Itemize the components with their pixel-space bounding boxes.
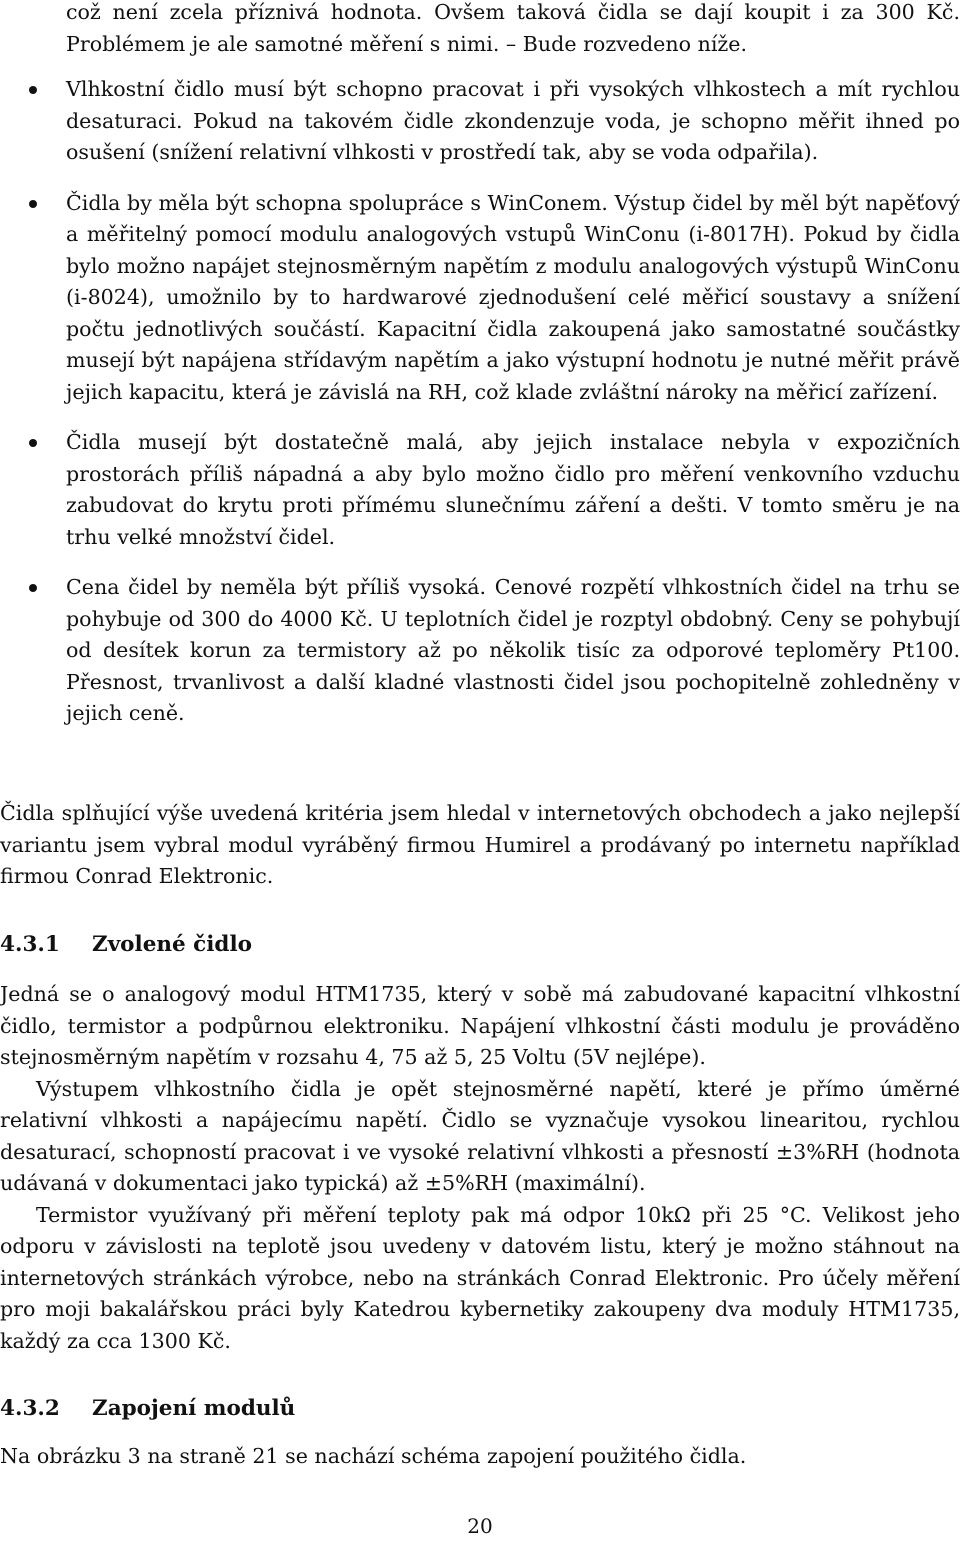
list-item xyxy=(0,74,960,169)
continuation-paragraph: což není zcela příznivá hodnota. Ovšem taková čidla se dají koupit i za 300 Kč. Problémem je ale samotné měření s nimi. – Bude rozvedeno níže. xyxy=(66,0,960,56)
page-number: 20 xyxy=(467,1514,493,1538)
list-item-text: Čidla by měla být schopna spolupráce s WinConem. Výstup čidel by měl být napěťový a měřitelný pomocí modulu analogových vstupů WinConu (i-8017H). Pokud by čidla bylo možno napájet stejnosměrným napětím z modulu analogových výstupů WinConu (i-8024), umožnilo by to hardwarové zjednodušení celé měřicí soustavy a snížení počtu jednotlivých součástí. Kapacitní čidla zakoupená jako samostatné součástky musejí být napájena střídavým napětím a jako výstupní hodnotu je nutné měřit právě jejich kapacitu, která je závislá na RH, což klade zvláštní nároky na měřicí zařízení. xyxy=(66,190,960,404)
section-body-zvolene-cidlo xyxy=(0,979,960,1357)
bullet-icon xyxy=(29,200,37,208)
list-item-text: Vlhkostní čidlo musí být schopno pracovat i při vysokých vlhkostech a mít rychlou desaturaci. Pokud na takovém čidle zkondenzuje voda, je schopno měřit ihned po osušení (snížení relativní vlhkosti v prostředí tak, aby se voda odpařila). xyxy=(66,77,960,164)
section-number: 4.3.2 xyxy=(0,1396,60,1421)
body-paragraph: Jedná se o analogový modul HTM1735, který v sobě má zabudované kapacitní vlhkostní čidlo, termistor a podpůrnou elektroniku. Napájení vlhkostní části modulu je prováděno stejnosměrným napětím v rozsahu 4, 75 až 5, 25 Voltu (5V nejlépe). xyxy=(0,982,960,1069)
list-item xyxy=(0,188,960,409)
bullet-icon xyxy=(29,86,37,94)
list-item-text: Čidla musejí být dostatečně malá, aby jejich instalace nebyla v expozičních prostorách příliš nápadná a aby bylo možno čidlo pro měření venkovního vzduchu zabudovat do krytu proti přímému slunečnímu záření a dešti. V tomto směru je na trhu velké množství čidel. xyxy=(66,430,960,549)
list-item xyxy=(0,427,960,553)
bullet-icon xyxy=(29,584,37,592)
body-paragraph: Termistor využívaný při měření teploty pak má odpor 10kΩ při 25 °C. Velikost jeho odporu v závislosti na teplotě jsou uvedeny v datovém listu, který je možno stáhnout na internetových stránkách výrobce, nebo na stránkách Conrad Elektronic. Pro účely měření pro moji bakalářskou práci byly Katedrou kybernetiky zakoupeny dva moduly HTM1735, každý za cca 1300 Kč. xyxy=(0,1202,960,1353)
section-title: Zapojení modulů xyxy=(92,1396,296,1421)
summary-paragraph: Čidla splňující výše uvedená kritéria jsem hledal v internetových obchodech a jako nejlepší variantu jsem vybral modul vyráběný firmou Humirel a prodávaný po internetu například firmou Conrad Elektronic. xyxy=(0,801,960,888)
section-number: 4.3.1 xyxy=(0,932,60,957)
section-heading-zapojeni-modulu xyxy=(0,1394,960,1424)
section-heading-zvolene-cidlo xyxy=(0,930,960,960)
body-paragraph: Výstupem vlhkostního čidla je opět stejnosměrné napětí, které je přímo úměrné relativní vlhkosti a napájecímu napětí. Čidlo se vyznačuje vysokou linearitou, rychlou desaturací, schopností pracovat i ve vysoké relativní vlhkosti a přesností ±3%RH (hodnota udávaná v dokumentaci jako typická) až ±5%RH (maximální). xyxy=(0,1076,960,1195)
body-paragraph: Na obrázku 3 na straně 21 se nachází schéma zapojení použitého čidla. xyxy=(0,1444,747,1468)
list-item xyxy=(0,572,960,730)
bullet-icon xyxy=(29,439,37,447)
section-title: Zvolené čidlo xyxy=(92,932,252,957)
requirements-list xyxy=(0,74,960,744)
list-item-text: Cena čidel by neměla být příliš vysoká. Cenové rozpětí vlhkostních čidel na trhu se pohybuje od 300 do 4000 Kč. U teplotních čidel je rozptyl obdobný. Ceny se pohybují od desítek korun za termistory až po několik tisíc za odporové teploměry Pt100. Přesnost, trvanlivost a další kladné vlastnosti čidel jsou pochopitelně zohledněny v jejich ceně. xyxy=(66,575,960,725)
